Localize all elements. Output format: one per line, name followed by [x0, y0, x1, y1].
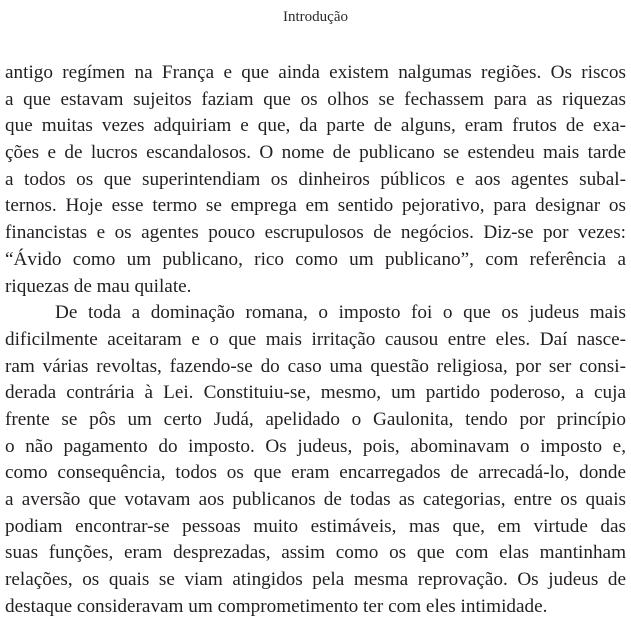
- text-line: a todos os que superintendiam os dinheiros públicos e aos agentes subal-: [5, 168, 626, 190]
- body-text: [5, 60, 626, 620]
- text-line: derada contrária à Lei. Constituiu-se, mesmo, um partido poderoso, a cuja: [5, 382, 626, 404]
- text-line: dificilmente aceitaram e o que mais irritação causou entre eles. Daí nasce-: [5, 328, 626, 350]
- text-line: financistas e os agentes pouco escrupulosos de negócios. Diz-se por vezes:: [5, 222, 626, 244]
- text-line: que muitas vezes adquiriam e que, da parte de alguns, eram frutos de exa-: [5, 115, 626, 137]
- text-line: “Ávido como um publicano, rico como um publicano”, com referência a: [5, 248, 626, 270]
- paragraph-first-line: De toda a dominação romana, o imposto foi o que os judeus mais: [55, 302, 626, 324]
- text-line: frente se pôs um certo Judá, apelidado o Gaulonita, tendo por princípio: [5, 408, 626, 430]
- text-line: riquezas de mau quilate.: [5, 275, 192, 297]
- text-line: ções e de lucros escandalosos. O nome de publicano se estendeu mais tarde: [5, 142, 626, 164]
- text-line: o não pagamento do imposto. Os judeus, pois, abominavam o imposto e,: [5, 435, 626, 457]
- text-line: como consequência, todos os que eram encarregados de arrecadá-lo, donde: [5, 462, 626, 484]
- text-line: ternos. Hoje esse termo se emprega em sentido pejorativo, para designar os: [5, 195, 626, 217]
- text-line: destaque consideravam um comprometimento ter com eles intimidade.: [5, 595, 548, 617]
- text-line: antigo regímen na França e que ainda existem nalgumas regiões. Os riscos: [5, 62, 626, 83]
- text-line: a aversão que votavam aos publicanos de todas as categorias, entre os quais: [5, 489, 626, 510]
- text-line: podiam encontrar-se pessoas muito estimáveis, mas que, em virtude das: [5, 515, 626, 537]
- running-header: Introdução: [283, 9, 348, 25]
- text-line: a que estavam sujeitos faziam que os olhos se fechassem para as riquezas: [5, 88, 626, 110]
- text-line: relações, os quais se viam atingidos pela mesma reprovação. Os judeus de: [5, 569, 626, 591]
- text-line: ram várias revoltas, fazendo-se do caso uma questão religiosa, por ser consi-: [5, 355, 626, 377]
- text-line: suas funções, eram desprezadas, assim como os que com elas mantinham: [5, 542, 626, 564]
